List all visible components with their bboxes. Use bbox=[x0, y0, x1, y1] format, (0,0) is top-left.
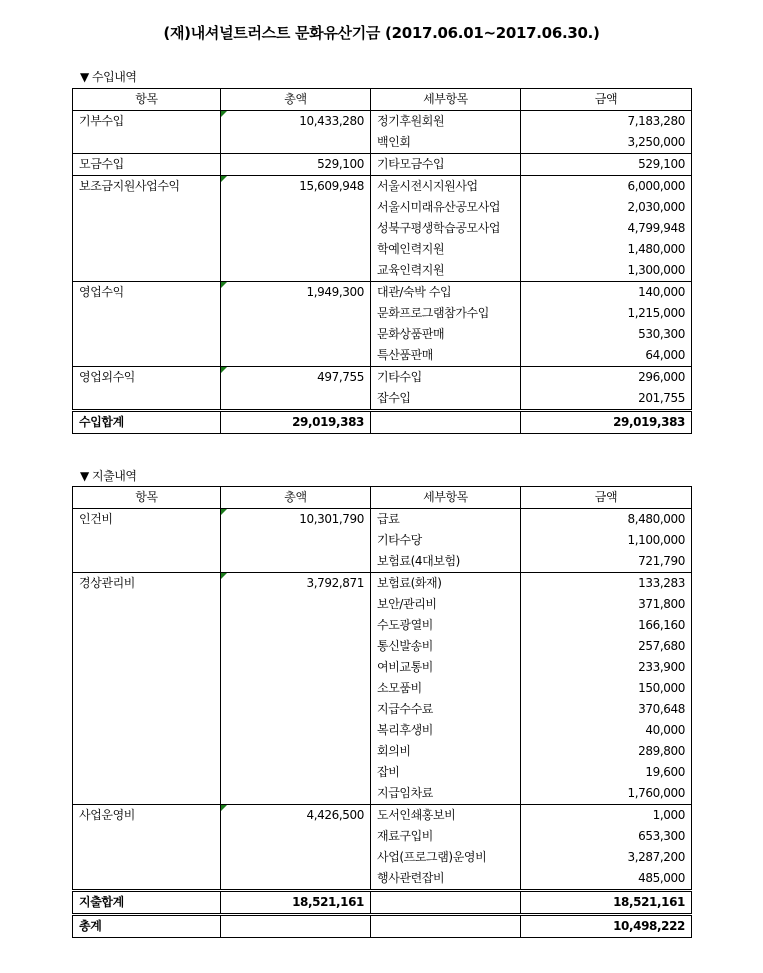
table-row bbox=[73, 367, 692, 389]
category-name: 보조금지원사업수익 bbox=[73, 176, 221, 282]
item-amount: 4,799,948 bbox=[521, 218, 692, 239]
item-amount: 1,760,000 bbox=[521, 783, 692, 805]
category-total: 497,755 bbox=[221, 367, 371, 411]
column-header: 총액 bbox=[221, 89, 371, 111]
category-total: 529,100 bbox=[221, 154, 371, 176]
item-amount: 7,183,280 bbox=[521, 111, 692, 133]
item-name: 기타수입 bbox=[371, 367, 521, 389]
item-amount: 296,000 bbox=[521, 367, 692, 389]
item-amount: 8,480,000 bbox=[521, 509, 692, 531]
category-total: 1,949,300 bbox=[221, 282, 371, 367]
item-name: 성북구평생학습공모사업 bbox=[371, 218, 521, 239]
total-sum: 29,019,383 bbox=[221, 411, 371, 434]
column-header: 세부항목 bbox=[371, 89, 521, 111]
item-name: 문화프로그램참가수입 bbox=[371, 303, 521, 324]
item-amount: 133,283 bbox=[521, 573, 692, 595]
item-amount: 529,100 bbox=[521, 154, 692, 176]
item-name: 보험료(4대보험) bbox=[371, 551, 521, 573]
item-name: 기타수당 bbox=[371, 530, 521, 551]
item-amount: 530,300 bbox=[521, 324, 692, 345]
item-amount: 1,000 bbox=[521, 805, 692, 827]
item-amount: 289,800 bbox=[521, 741, 692, 762]
expense-table bbox=[72, 486, 692, 938]
item-amount: 1,100,000 bbox=[521, 530, 692, 551]
item-amount: 64,000 bbox=[521, 345, 692, 367]
category-name: 영업수익 bbox=[73, 282, 221, 367]
column-header: 항목 bbox=[73, 487, 221, 509]
item-amount: 370,648 bbox=[521, 699, 692, 720]
category-name: 경상관리비 bbox=[73, 573, 221, 805]
empty-cell bbox=[371, 891, 521, 915]
item-name: 행사관련잡비 bbox=[371, 868, 521, 891]
item-name: 기타모금수입 bbox=[371, 154, 521, 176]
page-title: (재)내셔널트러스트 문화유산기금 (2017.06.01~2017.06.30.) bbox=[163, 24, 600, 42]
total-sum bbox=[221, 915, 371, 938]
item-name: 문화상품판매 bbox=[371, 324, 521, 345]
item-name: 잡비 bbox=[371, 762, 521, 783]
item-name: 도서인쇄홍보비 bbox=[371, 805, 521, 827]
header-row bbox=[73, 487, 692, 509]
total-amount: 10,498,222 bbox=[521, 915, 692, 938]
total-label: 수입합계 bbox=[73, 411, 221, 434]
item-amount: 201,755 bbox=[521, 388, 692, 411]
item-name: 복리후생비 bbox=[371, 720, 521, 741]
total-label: 지출합계 bbox=[73, 891, 221, 915]
category-name: 영업외수익 bbox=[73, 367, 221, 411]
item-name: 교육인력지원 bbox=[371, 260, 521, 282]
item-amount: 140,000 bbox=[521, 282, 692, 304]
item-name: 특산품판매 bbox=[371, 345, 521, 367]
category-name: 인건비 bbox=[73, 509, 221, 573]
item-amount: 3,250,000 bbox=[521, 132, 692, 154]
item-amount: 721,790 bbox=[521, 551, 692, 573]
category-name: 모금수입 bbox=[73, 154, 221, 176]
item-amount: 257,680 bbox=[521, 636, 692, 657]
item-name: 통신발송비 bbox=[371, 636, 521, 657]
table-row bbox=[73, 573, 692, 595]
item-amount: 233,900 bbox=[521, 657, 692, 678]
category-name: 사업운영비 bbox=[73, 805, 221, 891]
item-amount: 1,215,000 bbox=[521, 303, 692, 324]
table-row bbox=[73, 111, 692, 133]
table-row bbox=[73, 176, 692, 198]
column-header: 금액 bbox=[521, 89, 692, 111]
table-row bbox=[73, 805, 692, 827]
item-name: 회의비 bbox=[371, 741, 521, 762]
column-header: 금액 bbox=[521, 487, 692, 509]
table-row bbox=[73, 154, 692, 176]
category-total: 4,426,500 bbox=[221, 805, 371, 891]
total-row bbox=[73, 891, 692, 915]
column-header: 총액 bbox=[221, 487, 371, 509]
table-row bbox=[73, 282, 692, 304]
item-name: 보안/관리비 bbox=[371, 594, 521, 615]
total-amount: 18,521,161 bbox=[521, 891, 692, 915]
total-label: 총계 bbox=[73, 915, 221, 938]
total-row bbox=[73, 915, 692, 938]
item-name: 백인회 bbox=[371, 132, 521, 154]
table-row bbox=[73, 509, 692, 531]
item-name: 보험료(화재) bbox=[371, 573, 521, 595]
item-name: 학예인력지원 bbox=[371, 239, 521, 260]
item-amount: 2,030,000 bbox=[521, 197, 692, 218]
item-name: 소모품비 bbox=[371, 678, 521, 699]
item-name: 서울시미래유산공모사업 bbox=[371, 197, 521, 218]
item-name: 급료 bbox=[371, 509, 521, 531]
category-total: 10,433,280 bbox=[221, 111, 371, 154]
item-amount: 371,800 bbox=[521, 594, 692, 615]
item-amount: 485,000 bbox=[521, 868, 692, 891]
total-row bbox=[73, 411, 692, 434]
item-name: 지급임차료 bbox=[371, 783, 521, 805]
income-section-label: ▼ 수입내역 bbox=[80, 70, 137, 84]
item-name: 대관/숙박 수입 bbox=[371, 282, 521, 304]
income-table bbox=[72, 88, 692, 434]
category-name: 기부수입 bbox=[73, 111, 221, 154]
header-row bbox=[73, 89, 692, 111]
item-amount: 3,287,200 bbox=[521, 847, 692, 868]
item-amount: 19,600 bbox=[521, 762, 692, 783]
total-amount: 29,019,383 bbox=[521, 411, 692, 434]
empty-cell bbox=[371, 915, 521, 938]
category-total: 3,792,871 bbox=[221, 573, 371, 805]
item-amount: 166,160 bbox=[521, 615, 692, 636]
item-name: 지급수수료 bbox=[371, 699, 521, 720]
item-name: 사업(프로그램)운영비 bbox=[371, 847, 521, 868]
item-amount: 1,480,000 bbox=[521, 239, 692, 260]
category-total: 15,609,948 bbox=[221, 176, 371, 282]
item-amount: 6,000,000 bbox=[521, 176, 692, 198]
item-name: 재료구입비 bbox=[371, 826, 521, 847]
item-name: 잡수입 bbox=[371, 388, 521, 411]
item-amount: 40,000 bbox=[521, 720, 692, 741]
column-header: 항목 bbox=[73, 89, 221, 111]
item-amount: 653,300 bbox=[521, 826, 692, 847]
total-sum: 18,521,161 bbox=[221, 891, 371, 915]
empty-cell bbox=[371, 411, 521, 434]
item-name: 정기후원회원 bbox=[371, 111, 521, 133]
column-header: 세부항목 bbox=[371, 487, 521, 509]
item-name: 서울시전시지원사업 bbox=[371, 176, 521, 198]
item-amount: 1,300,000 bbox=[521, 260, 692, 282]
item-name: 수도광열비 bbox=[371, 615, 521, 636]
item-name: 여비교통비 bbox=[371, 657, 521, 678]
expense-section-label: ▼ 지출내역 bbox=[80, 469, 137, 483]
category-total: 10,301,790 bbox=[221, 509, 371, 573]
item-amount: 150,000 bbox=[521, 678, 692, 699]
